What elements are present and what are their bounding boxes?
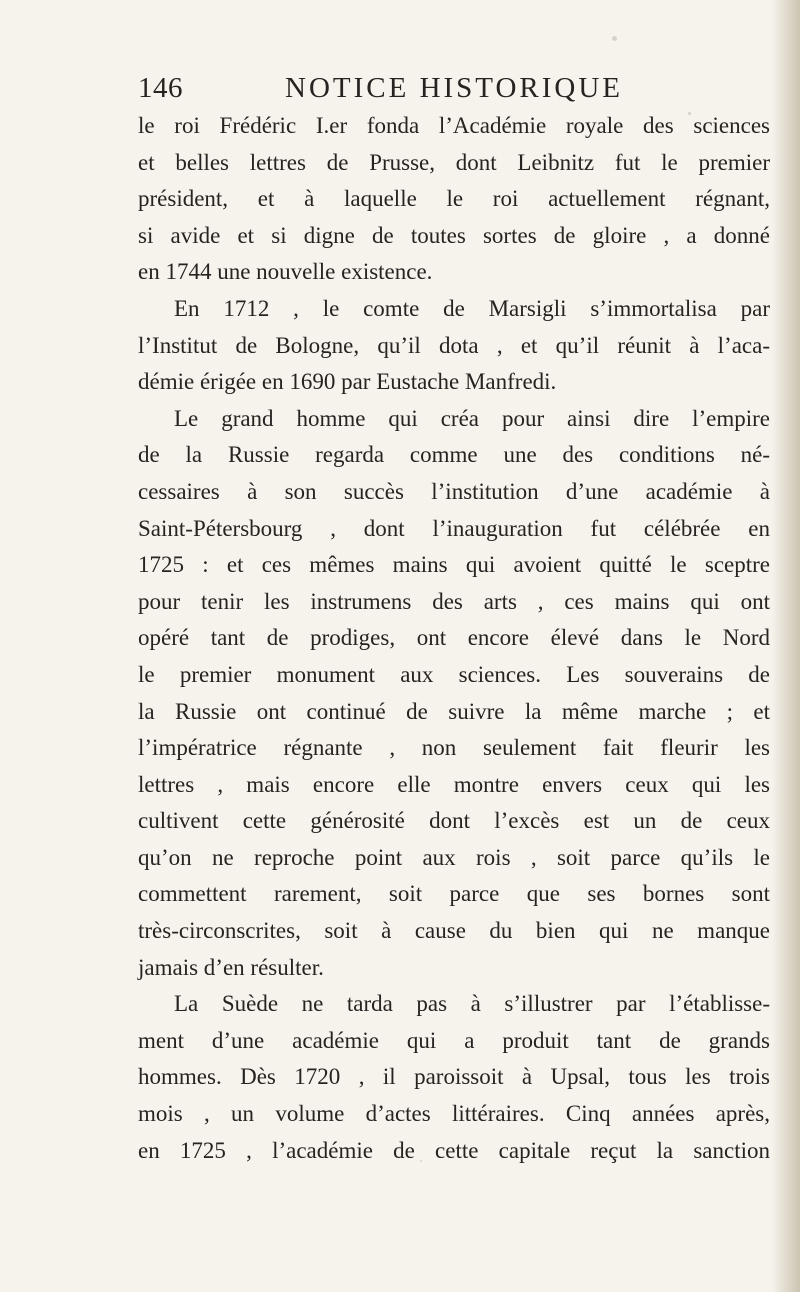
text-line: la Russie ont continué de suivre la même marche ; et xyxy=(138,698,770,724)
page-header xyxy=(138,72,698,112)
text-line: qu’on ne reproche point aux rois , soit parce qu’ils le xyxy=(138,844,770,870)
text-line: en 1725 , l’académie de cette capitale reçut la sanction xyxy=(138,1137,770,1163)
text-line: Saint-Pétersbourg , dont l’inauguration fut célébrée en xyxy=(138,515,770,541)
text-line: commettent rarement, soit parce que ses bornes sont xyxy=(138,881,770,907)
text-line: le roi Frédéric I.er fonda l’Académie royale des sciences xyxy=(138,113,770,138)
text-line: Le grand homme qui créa pour ainsi dire l’empire xyxy=(174,405,770,431)
text-line: 1725 : et ces mêmes mains qui avoient quitté le sceptre xyxy=(138,552,770,578)
text-line: démie érigée en 1690 par Eustache Manfredi. xyxy=(138,369,557,395)
text-line: en 1744 une nouvelle existence. xyxy=(138,259,433,285)
text-line: cultivent cette générosité dont l’excès est un de ceux xyxy=(138,808,770,834)
text-line: et belles lettres de Prusse, dont Leibnitz fut le premier xyxy=(138,149,770,175)
text-line: lettres , mais encore elle montre envers ceux qui les xyxy=(138,771,770,797)
text-line: très-circonscrites, soit à cause du bien qui ne manque xyxy=(138,918,770,944)
body-text xyxy=(138,108,770,1169)
text-line: président, et à laquelle le roi actuellement régnant, xyxy=(138,186,770,212)
text-line: le premier monument aux sciences. Les souverains de xyxy=(138,661,770,687)
text-line: pour tenir les instrumens des arts , ces mains qui ont xyxy=(138,588,770,614)
text-line: ment d’une académie qui a produit tant de grands xyxy=(138,1027,770,1053)
text-line: La Suède ne tarda pas à s’illustrer par l’établisse- xyxy=(174,991,770,1017)
text-line: hommes. Dès 1720 , il paroissoit à Upsal, tous les trois xyxy=(138,1064,770,1090)
text-line: En 1712 , le comte de Marsigli s’immortalisa par xyxy=(174,295,770,321)
text-line: de la Russie regarda comme une des conditions né- xyxy=(138,442,770,468)
page-number: 146 xyxy=(138,72,183,104)
text-line: l’Institut de Bologne, qu’il dota , et qu’il réunit à l’aca- xyxy=(138,332,770,358)
text-line: cessaires à son succès l’institution d’une académie à xyxy=(138,478,770,504)
running-head: NOTICE HISTORIQUE xyxy=(285,72,624,104)
text-line: si avide et si digne de toutes sortes de gloire , a donné xyxy=(138,222,770,248)
page-edge-shadow xyxy=(772,0,800,1292)
text-line: opéré tant de prodiges, ont encore élevé dans le Nord xyxy=(138,625,770,651)
text-line: jamais d’en résulter. xyxy=(138,954,324,980)
text-line: mois , un volume d’actes littéraires. Cinq années après, xyxy=(138,1101,770,1127)
paper-speck xyxy=(612,36,617,41)
text-line: l’impératrice régnante , non seulement fait fleurir les xyxy=(138,735,770,761)
